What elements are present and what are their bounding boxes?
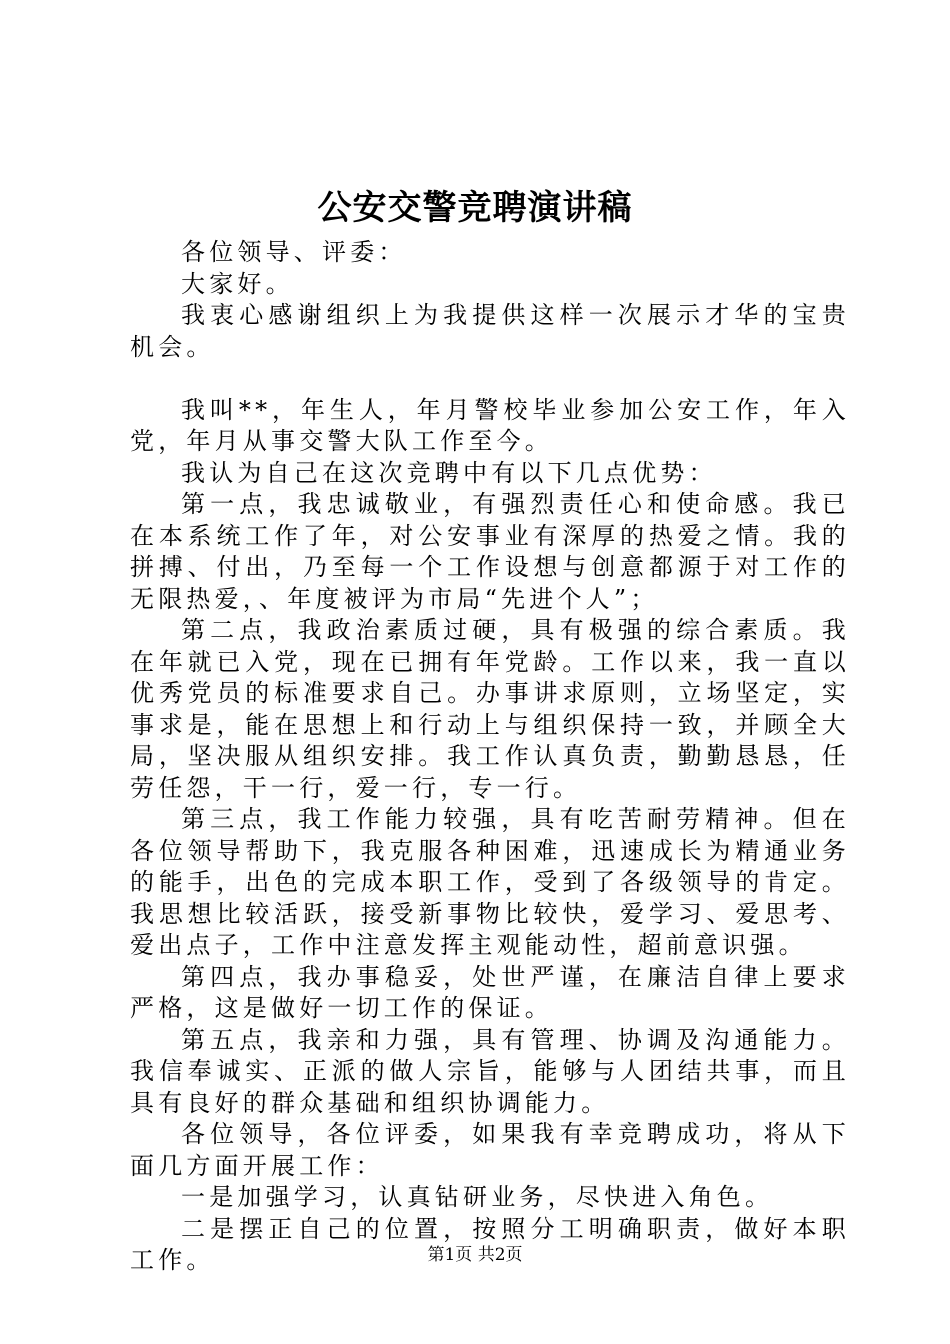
paragraph-plan-1: 一是加强学习，认真钻研业务，尽快进入角色。 bbox=[181, 1183, 774, 1211]
paragraph-greeting: 各位领导、评委： bbox=[181, 238, 407, 266]
document-title: 公安交警竞聘演讲稿 bbox=[317, 188, 633, 228]
paragraph-hello: 大家好。 bbox=[181, 269, 294, 298]
paragraph-point-1: 第一点，我忠诚敬业，有强烈责任心和使命感。我已在本系统工作了年，对公安事业有深厚的热爱之情。我的拼搏、付出，乃至每一个工作设想与创意都源于对工作的无限热爱，、年度被评为市局“先进个人”； bbox=[130, 490, 850, 613]
paragraph-plan-2: 二是摆正自己的位置，按照分工明确职责，做好本职工作。 bbox=[130, 1214, 850, 1274]
paragraph-plan-lead: 各位领导，各位评委，如果我有幸竞聘成功，将从下面几方面开展工作： bbox=[130, 1120, 850, 1180]
page-footer: 第1页 共2页 bbox=[427, 1245, 523, 1265]
paragraph-thanks: 我衷心感谢组织上为我提供这样一次展示才华的宝贵机会。 bbox=[130, 301, 850, 361]
paragraph-intro: 我叫**，年生人，年月警校毕业参加公安工作，年入党，年月从事交警大队工作至今。 bbox=[130, 395, 850, 455]
paragraph-point-4: 第四点，我办事稳妥，处世严谨，在廉洁自律上要求严格，这是做好一切工作的保证。 bbox=[130, 962, 850, 1022]
paragraph-point-2: 第二点，我政治素质过硬，具有极强的综合素质。我在年就已入党，现在已拥有年党龄。工作以来，我一直以优秀党员的标准要求自己。办事讲求原则，立场坚定，实事求是，能在思想上和行动上与组织保持一致，并顾全大局，坚决服从组织安排。我工作认真负责，勤勤恳恳，任劳任怨，干一行，爱一行，专一行。 bbox=[130, 616, 850, 802]
paragraph-point-3: 第三点，我工作能力较强，具有吃苦耐劳精神。但在各位领导帮助下，我克服各种困难，迅速成长为精通业务的能手，出色的完成本职工作，受到了各级领导的肯定。我思想比较活跃，接受新事物比较快，爱学习、爱思考、爱出点子，工作中注意发挥主观能动性，超前意识强。 bbox=[130, 805, 850, 959]
document-body bbox=[130, 237, 850, 1277]
paragraph-point-5: 第五点，我亲和力强，具有管理、协调及沟通能力。我信奉诚实、正派的做人宗旨，能够与人团结共事，而且具有良好的群众基础和组织协调能力。 bbox=[130, 1025, 850, 1117]
paragraph-advantages-lead: 我认为自己在这次竞聘中有以下几点优势： bbox=[181, 458, 717, 487]
